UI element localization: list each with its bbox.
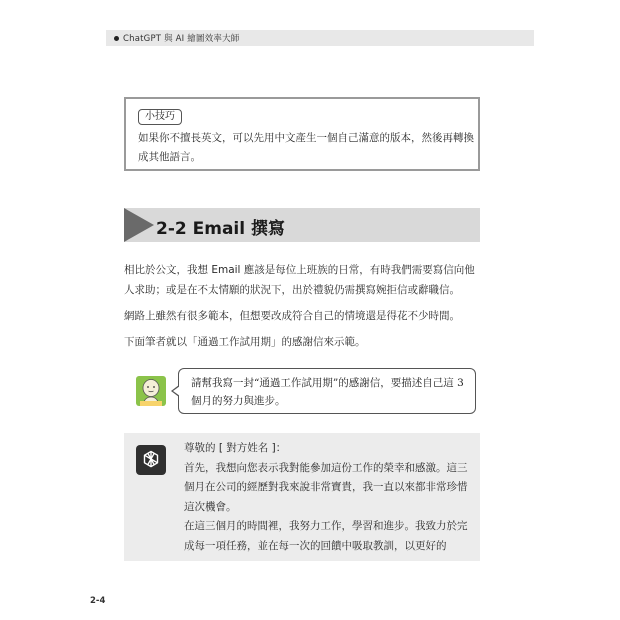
ai-reply-paragraph-2: 在這三個月的時間裡，我努力工作，學習和進步。我致力於完成每一項任務，並在每一次的回饋中吸取教訓，以更好的 — [184, 520, 468, 552]
tip-text: 如果你不擅長英文，可以先用中文產生一個自己滿意的版本，然後再轉換成其他語言。 — [138, 132, 474, 163]
ai-reply-box — [124, 433, 480, 561]
speech-bubble-tail-fill — [173, 386, 180, 396]
ai-reply-greeting: 尊敬的 [ 對方姓名 ]： — [184, 442, 287, 454]
section-heading — [124, 208, 480, 242]
body-paragraph-2: 網路上雖然有很多範本，但想要改成符合自己的情境還是得花不少時間。 — [124, 310, 460, 322]
tip-box — [124, 97, 480, 171]
running-header-title: ChatGPT 與 AI 繪圖效率大師 — [123, 34, 240, 44]
tip-label: 小技巧 — [138, 109, 182, 125]
section-title: 2-2 Email 撰寫 — [156, 219, 286, 239]
body-paragraph-3: 下面筆者就以「通過工作試用期」的感謝信來示範。 — [124, 336, 366, 348]
body-paragraph-1: 相比於公文，我想 Email 應該是每位上班族的日常，有時我們需要寫信向他人求助；或是在不太情願的狀況下，出於禮貌仍需撰寫婉拒信或辭職信。 — [124, 264, 475, 296]
page-number: 2-4 — [90, 596, 106, 606]
user-avatar-icon — [136, 376, 166, 406]
user-prompt-bubble — [178, 368, 476, 414]
bullet-icon — [114, 36, 119, 41]
ai-reply-text — [184, 439, 474, 556]
ai-reply-paragraph-1: 首先，我想向您表示我對能參加這份工作的榮幸和感激。這三個月在公司的經歷對我來說非常寶貴，我一直以來都非常珍惜這次機會。 — [184, 461, 468, 513]
running-header — [106, 30, 534, 46]
section-marker-icon — [124, 208, 154, 242]
chatgpt-logo-icon — [136, 445, 166, 475]
user-prompt-text: 請幫我寫一封“通過工作試用期”的感謝信，要描述自己這 3 個月的努力與進步。 — [191, 377, 464, 407]
